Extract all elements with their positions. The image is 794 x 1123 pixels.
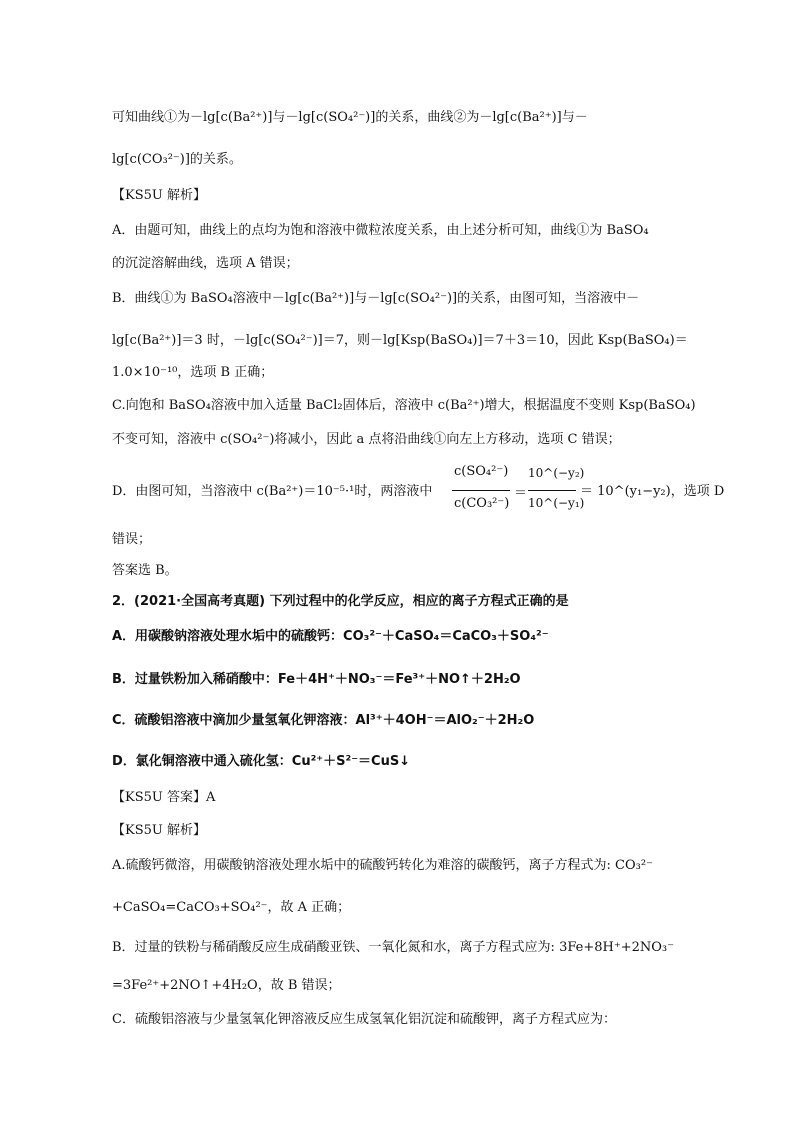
text-line: lg[c(CO₃²⁻)]的关系。 bbox=[112, 152, 242, 167]
text-line: =3Fe²⁺+2NO↑+4H₂O，故 B 错误； bbox=[112, 978, 341, 993]
text-line: B．过量的铁粉与稀硝酸反应生成硝酸亚铁、一氧化氮和水，离子方程式应为: 3Fe+8H⁺+2NO₃⁻ bbox=[112, 940, 674, 955]
fraction-concentration-ratio bbox=[452, 464, 512, 520]
text-line: 可知曲线①为－lg[c(Ba²⁺)]与－lg[c(SO₄²⁻)]的关系，曲线②为－lg[c(Ba²⁺)]与－ bbox=[112, 110, 588, 125]
option-d: D．氯化铜溶液中通入硫化氢：Cu²⁺＋S²⁻＝CuS↓ bbox=[112, 754, 411, 769]
text-line: 1.0×10⁻¹⁰，选项 B 正确； bbox=[112, 365, 274, 380]
option-a: A．用碳酸钠溶液处理水垢中的硫酸钙：CO₃²⁻＋CaSO₄＝CaCO₃＋SO₄²⁻ bbox=[112, 629, 549, 644]
section-heading: 【KS5U 解析】 bbox=[112, 188, 206, 203]
text-line: 的沉淀溶解曲线，选项 A 错误； bbox=[112, 256, 299, 271]
fraction-bar bbox=[528, 490, 576, 491]
text-line: C.向饱和 BaSO₄溶液中加入适量 BaCl₂固体后，溶液中 c(Ba²⁺)增大，根据温度不变则 Ksp(BaSO₄) bbox=[112, 398, 696, 413]
fraction-power-ratio bbox=[528, 464, 585, 520]
text-line: B．曲线①为 BaSO₄溶液中－lg[c(Ba²⁺)]与－lg[c(SO₄²⁻)]的关系，由图可知，当溶液中－ bbox=[112, 291, 640, 306]
option-b: B．过量铁粉加入稀硝酸中：Fe＋4H⁺＋NO₃⁻＝Fe³⁺＋NO↑＋2H₂O bbox=[112, 672, 521, 687]
text-line: A.硫酸钙微溶，用碳酸钠溶液处理水垢中的硫酸钙转化为难溶的碳酸钙，离子方程式为: CO₃²⁻ bbox=[112, 858, 653, 873]
text-line: +CaSO₄=CaCO₃+SO₄²⁻，故 A 正确； bbox=[112, 900, 351, 915]
text-line: C．硫酸铝溶液与少量氢氧化钾溶液反应生成氢氧化铝沉淀和硫酸钾，离子方程式应为： bbox=[112, 1012, 616, 1027]
fraction-numerator: 10^(−y₂) bbox=[528, 466, 585, 480]
fraction-denominator: c(CO₃²⁻) bbox=[454, 496, 510, 511]
text-line: 错误； bbox=[112, 532, 152, 547]
text-line: D．由图可知，当溶液中 c(Ba²⁺)＝10⁻⁵·¹时，两溶液中 bbox=[112, 484, 433, 499]
text-line: lg[c(Ba²⁺)]＝3 时，－lg[c(SO₄²⁻)]＝7，则－lg[Ksp(BaSO₄)]＝7＋3＝10，因此 Ksp(BaSO₄)＝ bbox=[112, 333, 688, 348]
text-line: A．由题可知，曲线上的点均为饱和溶液中微粒浓度关系，由上述分析可知，曲线①为 BaSO₄ bbox=[112, 223, 649, 238]
text-line: 答案选 B。 bbox=[112, 563, 178, 578]
fraction-denominator: 10^(−y₁) bbox=[528, 496, 585, 510]
fraction-bar bbox=[452, 490, 510, 491]
text-line: ＝ 10^(y₁−y₂)，选项 D bbox=[580, 484, 725, 499]
section-heading: 【KS5U 解析】 bbox=[112, 823, 206, 838]
fraction-numerator: c(SO₄²⁻) bbox=[454, 464, 509, 479]
equals-sign: ＝ bbox=[514, 486, 528, 501]
option-c: C．硫酸铝溶液中滴加少量氢氧化钾溶液：Al³⁺＋4OH⁻＝AlO₂⁻＋2H₂O bbox=[112, 713, 535, 728]
text-line: 不变可知，溶液中 c(SO₄²⁻)将减小，因此 a 点将沿曲线①向左上方移动，选项 C 错误； bbox=[112, 432, 621, 447]
question-title: 2．(2021·全国高考真题) 下列过程中的化学反应，相应的离子方程式正确的是 bbox=[112, 594, 569, 609]
answer-label: 【KS5U 答案】A bbox=[112, 790, 216, 805]
